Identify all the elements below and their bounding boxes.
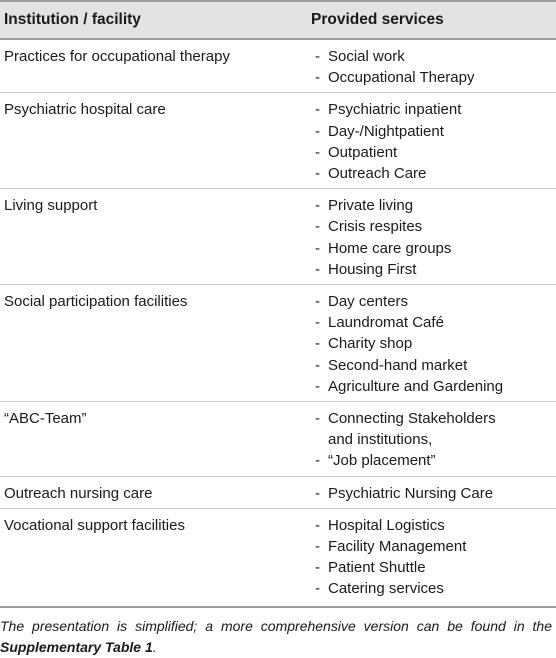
institution-cell: Practices for occupational therapy	[4, 48, 230, 65]
service-item: - Hospital Logistics	[315, 516, 445, 534]
institution-cell: “ABC-Team”	[4, 410, 87, 428]
service-item: - Agriculture and Gardening	[315, 377, 504, 395]
services-cell	[307, 483, 556, 504]
service-item: - Occupational Therapy	[315, 69, 475, 87]
services-cell	[307, 195, 556, 280]
service-item: - Psychiatric Nursing Care	[315, 484, 494, 502]
table-row	[0, 477, 556, 509]
service-item: - Day centers	[315, 293, 409, 311]
services-cell	[307, 99, 556, 184]
service-item: - Social work	[315, 48, 405, 65]
services-cell	[307, 291, 556, 397]
services-cell	[307, 408, 556, 472]
services-cell	[307, 515, 556, 600]
header-services: Provided services	[311, 11, 444, 28]
institution-cell: Vocational support facilities	[4, 516, 185, 534]
service-item: - Outpatient	[315, 143, 398, 161]
service-item: - Day-/Nightpatient	[315, 122, 444, 140]
service-item: - Psychiatric inpatient	[315, 101, 462, 119]
footnote-end: .	[152, 638, 157, 655]
header-institution: Institution / facility	[4, 11, 141, 28]
institution-cell: Social participation facilities	[4, 293, 188, 311]
table-row	[0, 93, 556, 189]
service-item: - Crisis respites	[315, 218, 423, 236]
table-row	[0, 509, 556, 608]
table-row	[0, 40, 556, 93]
service-item: - Laundromat Café	[315, 314, 444, 332]
service-item: - Second-hand market	[315, 356, 468, 374]
service-item: - “Job placement”	[315, 452, 436, 470]
table-row	[0, 189, 556, 285]
institution-cell: Psychiatric hospital care	[4, 101, 166, 119]
supplementary-table-link[interactable]: Supplementary Table 1	[0, 638, 153, 655]
service-item: - Outreach Care	[315, 165, 427, 183]
table-row	[0, 285, 556, 402]
service-item: - Catering services	[315, 580, 444, 598]
institution-cell: Living support	[4, 197, 98, 215]
institution-cell: Outreach nursing care	[4, 484, 153, 502]
service-item: - Facility Management	[315, 538, 467, 556]
service-item: - Connecting Stakeholders	[315, 410, 496, 428]
service-item: - Housing First	[315, 260, 417, 278]
service-item: - Patient Shuttle	[315, 559, 426, 577]
footnote-text: The presentation is simplified; a more comprehensive version can be found in the	[0, 617, 552, 634]
table-row	[0, 402, 556, 477]
service-item-continuation: and institutions,	[328, 431, 433, 449]
table-header	[0, 0, 556, 40]
service-item: - Charity shop	[315, 335, 413, 353]
service-item: - Home care groups	[315, 239, 452, 257]
services-cell	[307, 46, 556, 88]
service-item: - Private living	[315, 197, 414, 215]
